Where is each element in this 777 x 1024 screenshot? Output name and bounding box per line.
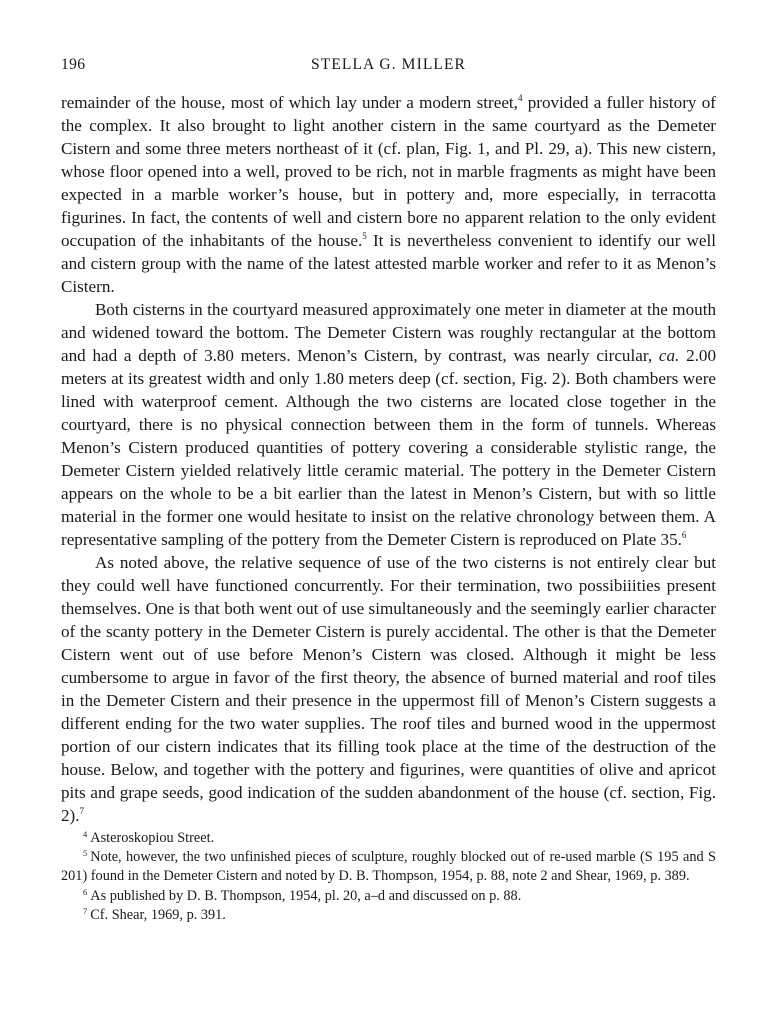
footnote-mark: 7 [83, 905, 88, 916]
footnote-text: Note, however, the two unfinished pieces of sculpture, roughly blocked out of re-used marble (S 195 and S 201) found in the Demeter Cistern and noted by D. B. Thompson, 1954, p. 88, note 2 and Shear, 1969, p. 389. [61, 849, 716, 885]
footnote-mark: 5 [83, 848, 88, 859]
footnotes [61, 829, 716, 925]
footnote [61, 906, 716, 925]
footnote-text: Asteroskopiou Street. [90, 830, 215, 846]
footnote [61, 887, 716, 906]
body-paragraph [61, 298, 716, 551]
body-paragraph [61, 91, 716, 298]
running-head: STELLA G. MILLER [311, 56, 466, 73]
footnote-text: Cf. Shear, 1969, p. 391. [90, 906, 226, 923]
body-text [61, 91, 716, 827]
paragraph-text: 2.00 meters at its greatest width and only 1.80 meters deep (cf. section, Fig. 2). Both chambers were lined with waterproof cement. Although the two cisterns are located close together in the courtyard, there is no physical connection between them in the form of tunnels. Whereas Menon’s Cistern produced quantities of pottery covering a considerable stylistic range, the Demeter Cistern yielded relatively little ceramic material. The pottery in the Demeter Cistern appears on the whole to be a bit earlier than the latest in Menon’s Cistern, but with so little material in the former one would hesitate to insist on the relative chronology between them. A representative sampling of the pottery from the Demeter Cistern is reproduced on Plate 35. [61, 346, 717, 549]
page-header [61, 56, 716, 78]
paragraph-text: provided a fuller history of the complex. It also brought to light another cistern in the same courtyard as the Demeter Cistern and some three meters northeast of it (cf. plan, Fig. 1, and Pl. 29, a). This new cistern, whose floor opened into a well, proved to be rich, not in marble fragments as might have been expected in a marble worker’s house, but in pottery and, more especially, in terracotta figurines. In fact, the contents of well and cistern bore no apparent relation to the only evident occupation of the inhabitants of the house. [61, 93, 716, 250]
footnote-text: As published by D. B. Thompson, 1954, pl. 20, a–d and discussed on p. 88. [90, 887, 522, 904]
footnote [61, 829, 716, 848]
footnote-reference: 6 [681, 530, 687, 540]
italic-text: ca. [658, 346, 680, 365]
footnote-reference: 7 [79, 806, 85, 816]
page-number: 196 [61, 56, 86, 73]
paragraph-text: As noted above, the relative sequence of use of the two cisterns is not entirely clear but they could well have functioned concurrently. For their termination, two possibiiities present themselves. One is that both went out of use simultaneously and the seemingly earlier character of the scanty pottery in the Demeter Cistern is purely accidental. The other is that the Demeter Cistern went out of use before Menon’s Cistern was closed. Although it might be less cumbersome to argue in favor of the first theory, the absence of burned material and roof tiles in the Demeter Cistern and their presence in the uppermost fill of Menon’s Cistern suggests a different ending for the two water supplies. The roof tiles and burned wood in the uppermost portion of our cistern indicates that its filling took place at the time of the destruction of the house. Below, and together with the pottery and figurines, were quantities of olive and apricot pits and grape seeds, good indication of the sudden abandonment of the house (cf. section, Fig. 2). [61, 553, 716, 825]
document-page [61, 56, 716, 925]
footnote-mark: 4 [83, 829, 88, 839]
footnote-reference: 4 [517, 93, 523, 103]
footnote-mark: 6 [83, 886, 88, 897]
paragraph-text: It is nevertheless convenient to identify our well and cistern group with the name of the latest attested marble worker and refer to it as Menon’s Cistern. [61, 231, 716, 296]
body-paragraph [61, 551, 716, 827]
paragraph-text: Both cisterns in the courtyard measured approximately one meter in diameter at the mouth and widened toward the bottom. The Demeter Cistern was roughly rectangular at the bottom and had a depth of 3.80 meters. Menon’s Cistern, by contrast, was nearly circular, [61, 300, 716, 365]
footnote [61, 848, 716, 886]
footnote-reference: 5 [362, 231, 367, 241]
paragraph-text: remainder of the house, most of which lay under a modern street, [61, 93, 518, 112]
